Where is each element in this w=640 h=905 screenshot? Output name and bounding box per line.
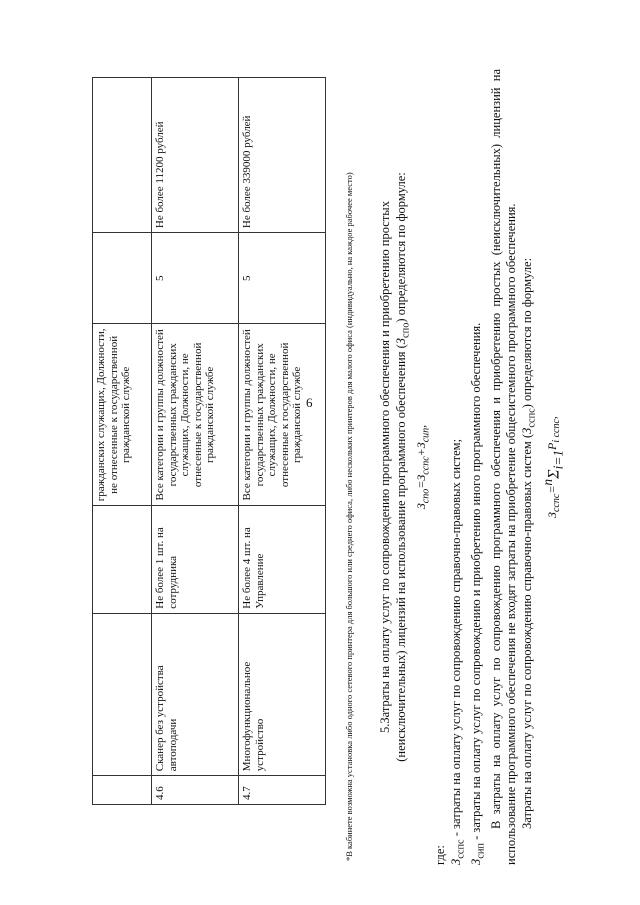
table-cell xyxy=(93,776,152,805)
where-label: где: xyxy=(433,845,448,865)
formula-sspc: $З_{сспс}=^n\Sigma_{i=1}P_{i сспс}$, xyxy=(539,416,566,518)
paragraph-exclusion: В затраты на оплату услуг по сопровождению программного обеспечения и приобретению простых (неисключительных) лицензий на использование программного обеспечения не входят затраты на приобретение общесистемного программного обеспечения. xyxy=(488,69,519,865)
section-5 xyxy=(378,69,566,865)
table-row xyxy=(93,78,152,805)
table-cell-name: Сканер без устройства автоподачи xyxy=(152,613,239,775)
formula-spo: $З_{спо}=З_{сспс}+З_{сип}$, xyxy=(413,424,431,510)
table-cell-period: 5 xyxy=(239,233,326,324)
table-cell-num: 4.7 xyxy=(239,776,326,805)
table-row xyxy=(239,78,326,805)
table-cell-category: гражданских служащих, Должности, не отнесенные к государственной гражданской службе xyxy=(93,324,152,506)
table-cell-price: Не более 11200 рублей xyxy=(152,78,239,233)
table-cell xyxy=(93,613,152,775)
table-cell xyxy=(93,233,152,324)
table-cell-period: 5 xyxy=(152,233,239,324)
table-row xyxy=(152,78,239,805)
sum-symbol: $^n\Sigma_{i=1}$ xyxy=(539,450,566,486)
table-cell-name: Многофункциональное устройство xyxy=(239,613,326,775)
definition-sspc: $З_{сспс}$ - затраты на оплату услуг по сопровождению справочно-правовых систем; xyxy=(448,438,467,865)
table-cell-quantity: Не более 4 шт. на Управление xyxy=(239,506,326,614)
paragraph-sspc-intro: Затраты на оплату услуг по сопровождению справочно-правовых систем $(З_{сспс})$ определяются по формуле: xyxy=(519,257,538,829)
page-number: 6 xyxy=(306,395,313,410)
table-cell xyxy=(93,78,152,233)
table-cell-category: Все категории и группы должностей государственных гражданских служащих, Должности, не отнесенные к государственной гражданской службе xyxy=(152,324,239,506)
table-cell-quantity: Не более 1 шт. на сотрудника xyxy=(152,506,239,614)
rotated-page-content xyxy=(92,60,580,865)
table-cell-num: 4.6 xyxy=(152,776,239,805)
table-cell-price: Не более 339000 рублей xyxy=(239,78,326,233)
definition-sip: $З_{сип}$ - затраты на оплату услуг по сопровождению и приобретению иного программного обеспечения. xyxy=(468,322,487,865)
section-heading-line-1: 5.Затраты на оплату услуг по сопровождению программного обеспечения и приобретению простых xyxy=(378,201,392,733)
section-heading-line-2: (неисключительных) лицензий на использование программного обеспечения $(З_{спо})$ определяются по формуле: xyxy=(393,172,411,762)
table-footnote: *В кабинете возможна установка либо одного сетевого принтера для большого или среднего офиса, либо нескольких принтеров для малого офиса (индивидуально, на каждое рабочее место) xyxy=(344,172,354,861)
table-cell xyxy=(93,506,152,614)
equipment-norms-table xyxy=(92,77,326,805)
table-cell-category: Все категории и группы должностей государственных гражданских служащих, Должности, не отнесенные к государственной гражданской службе xyxy=(239,324,326,506)
